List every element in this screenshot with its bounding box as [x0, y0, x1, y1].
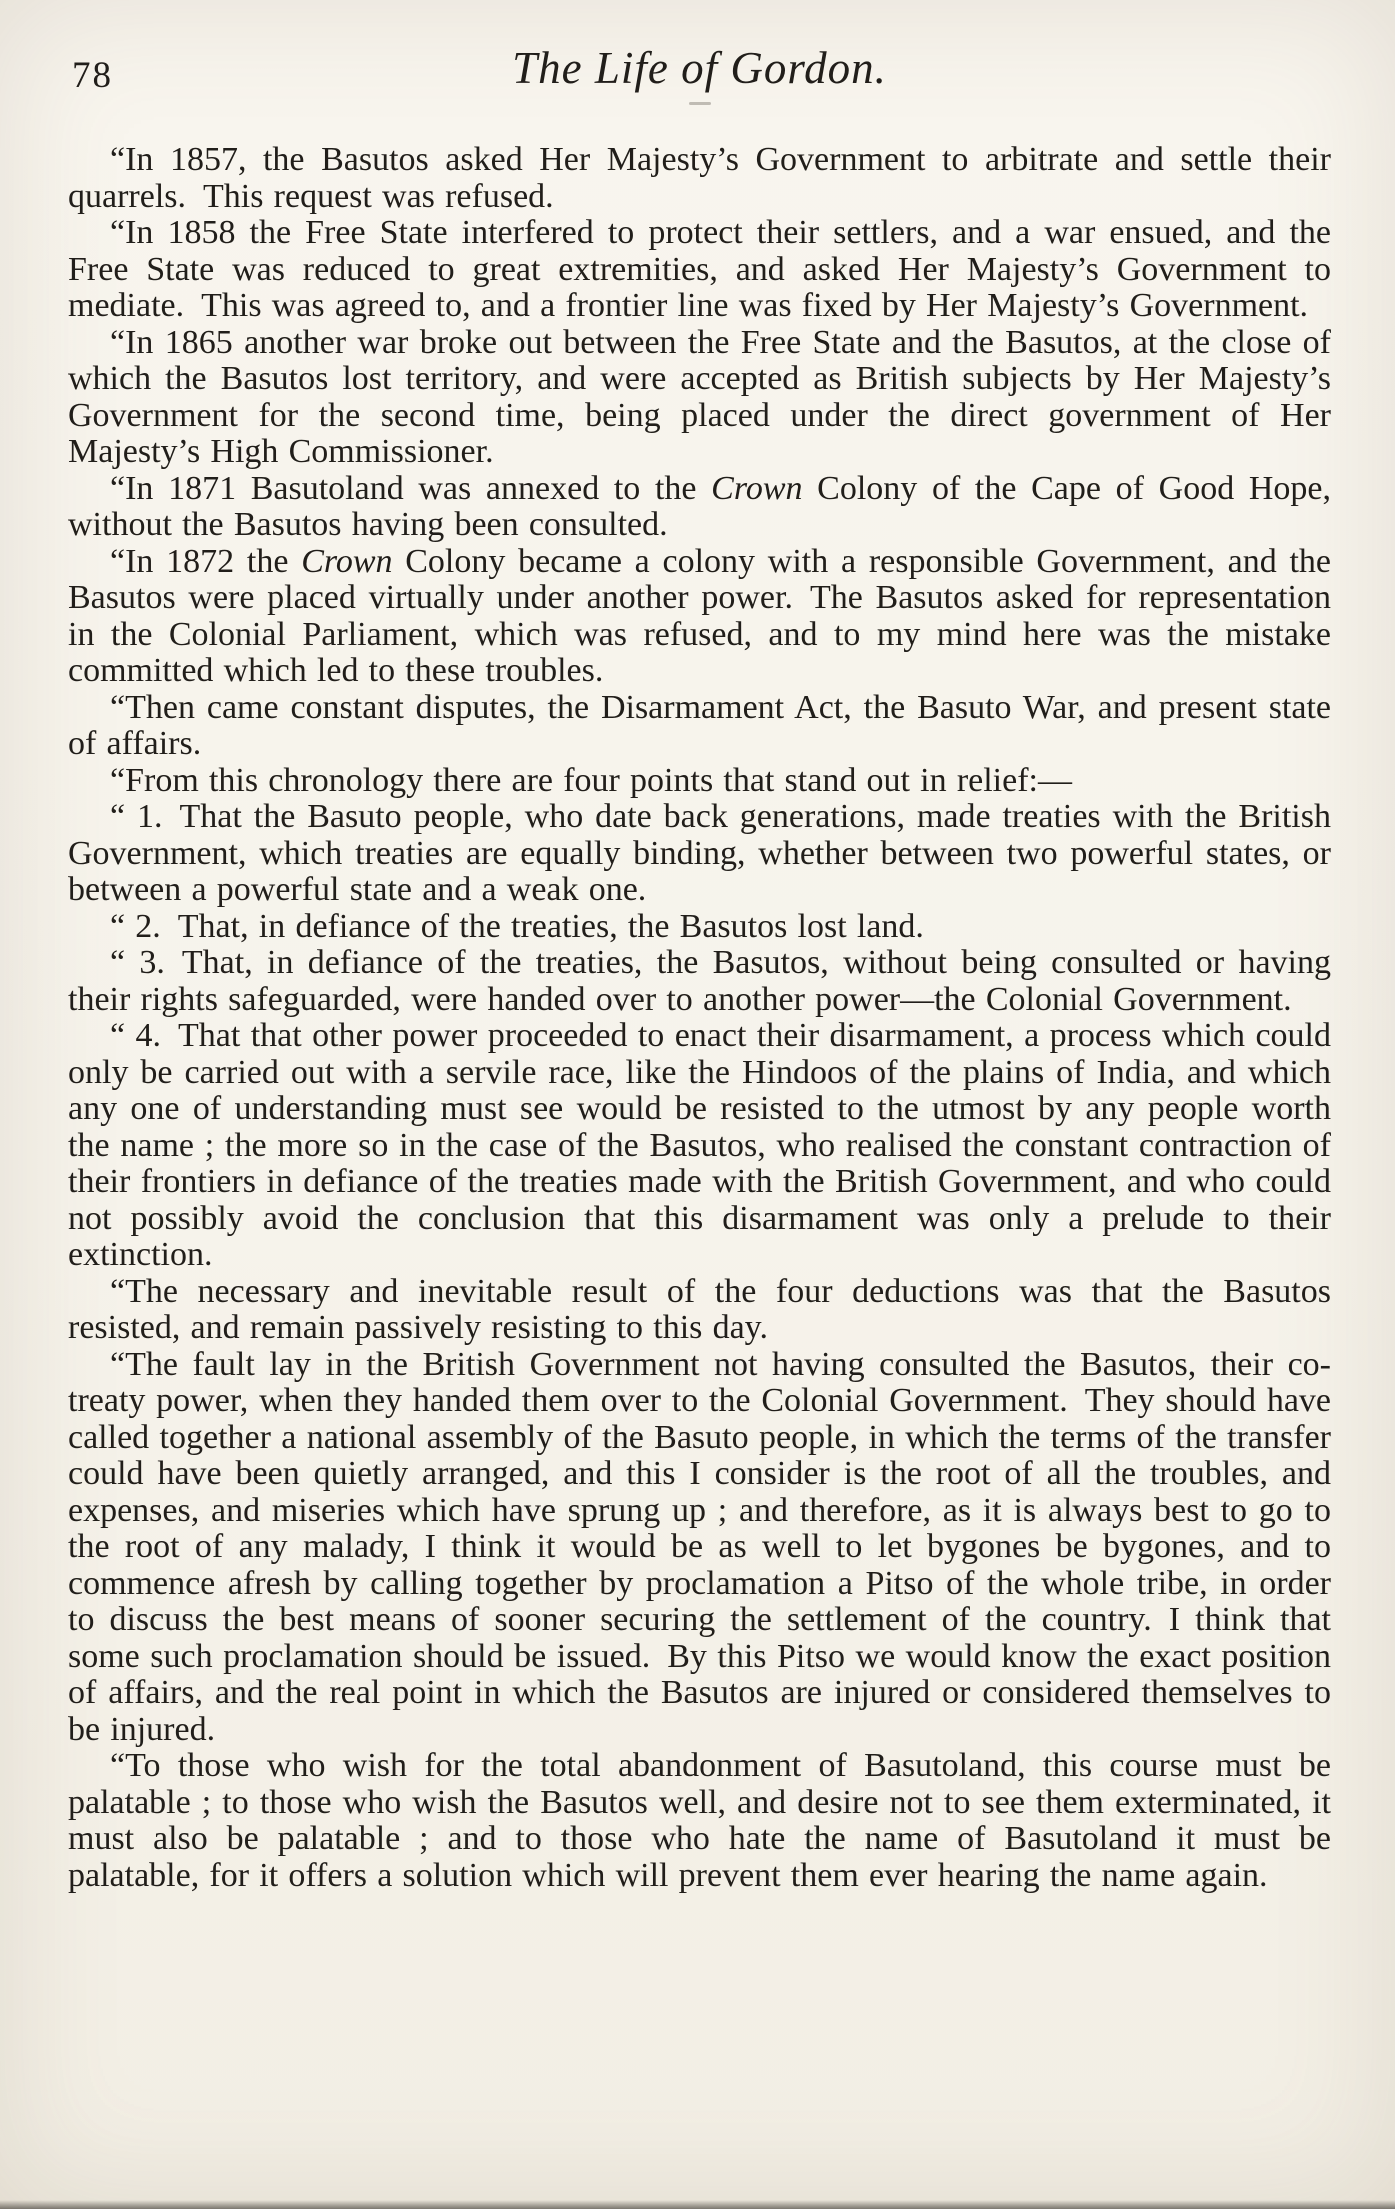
paragraph	[68, 471, 1331, 544]
text-run: “ 4. That that other power proceeded to enact their disarmament, a process which could only be carried out with a servile race, like the Hindoos of the plains of India, and which any one of understanding must see would be resisted to the utmost by any people worth the name ; the more so in the case of the Basutos, who realised the constant contraction of their frontiers in defiance of the treaties made with the British Government, and who could not possibly avoid the conclusion that this disarmament was only a prelude to their extinction.	[68, 1017, 1331, 1273]
text-run: “In 1857, the Basutos asked Her Majesty’s Government to arbitrate and settle their quarrels. This request was refused.	[68, 141, 1331, 215]
text-run: “ 2. That, in defiance of the treaties, the Basutos lost land.	[110, 907, 924, 945]
text-run: Colony became a colony with a responsible Government, and the Basutos were placed virtually under another power. The Basutos asked for representation in the Colonial Parliament, which was refused, and to my mind here was the mistake committed which led to these troubles.	[68, 542, 1331, 689]
scan-bottom-edge	[0, 2200, 1395, 2209]
text-run: “The necessary and inevitable result of the four deductions was that the Basutos resisted, and remain passively resisting to this day.	[68, 1272, 1331, 1346]
paragraph	[68, 799, 1331, 909]
paragraph	[68, 1748, 1331, 1894]
text-run: “In 1858 the Free State interfered to protect their settlers, and a war ensued, and the Free State was reduced to great extremities, and asked Her Majesty’s Government to mediate. This was agreed to, and a frontier line was fixed by Her Majesty’s Government.	[68, 214, 1331, 324]
text-run: “ 3. That, in defiance of the treaties, the Basutos, without being consulted or having their rights safeguarded, were handed over to another power—the Colonial Government.	[68, 944, 1331, 1018]
text-run: “In 1865 another war broke out between the Free State and the Basutos, at the close of which the Basutos lost territory, and were accepted as British subjects by Her Majesty’s Government for the second time, being placed under the direct government of Her Majesty’s High Commissioner.	[68, 323, 1331, 470]
page-header	[68, 42, 1331, 116]
text-run: “From this chronology there are four points that stand out in relief:—	[110, 761, 1072, 799]
paragraph	[68, 544, 1331, 690]
text-run: “Then came constant disputes, the Disarmament Act, the Basuto War, and present state of affairs.	[68, 688, 1331, 762]
text-block	[68, 142, 1331, 1894]
text-run: “The fault lay in the British Government not having consulted the Basutos, their co-treaty power, when they handed them over to the Colonial Government. They should have called together a national assembly of the Basuto people, in which the terms of the transfer could have been quietly arranged, and this I consider is the root of all the troubles, and expenses, and miseries which have sprung up ; and therefore, as it is always best to go to the root of any malady, I think it would be as well to let bygones be bygones, and to commence afresh by calling together by proclamation a Pitso of the whole tribe, in order to discuss the best means of sooner securing the settlement of the country. I think that some such proclamation should be issued. By this Pitso we would know the exact position of affairs, and the real point in which the Basutos are injured or considered themselves to be injured.	[68, 1345, 1331, 1748]
text-run: Colony of the Cape of Good Hope, without the Basutos having been consulted.	[68, 469, 1331, 543]
paragraph	[68, 1018, 1331, 1274]
text-run: “In 1871 Basutoland was annexed to the	[110, 469, 712, 507]
text-run: “To those who wish for the total abandonment of Basutoland, this course must be palatable ; to those who wish the Basutos well, and desire not to see them exterminated, it must also be palatable ; and to those who hate the name of Basutoland it must be palatable, for it offers a solution which will prevent them ever hearing the name again.	[68, 1747, 1331, 1894]
page-number: 78	[72, 55, 113, 96]
paragraph	[68, 142, 1331, 215]
paragraph	[68, 763, 1331, 800]
paragraph	[68, 325, 1331, 471]
text-run: “ 1. That the Basuto people, who date back generations, made treaties with the British Government, which treaties are equally binding, whether between two powerful states, or between a powerful state and a weak one.	[68, 798, 1331, 908]
italic-text: Crown	[711, 469, 803, 507]
paragraph	[68, 215, 1331, 325]
paragraph	[68, 1347, 1331, 1749]
text-run: “In 1872 the	[110, 542, 302, 580]
title-rule	[689, 102, 711, 105]
paragraph	[68, 690, 1331, 763]
paragraph	[68, 909, 1331, 946]
page-title: The Life of Gordon.	[512, 43, 887, 93]
paragraph	[68, 945, 1331, 1018]
paragraph	[68, 1274, 1331, 1347]
italic-text: Crown	[301, 542, 393, 580]
